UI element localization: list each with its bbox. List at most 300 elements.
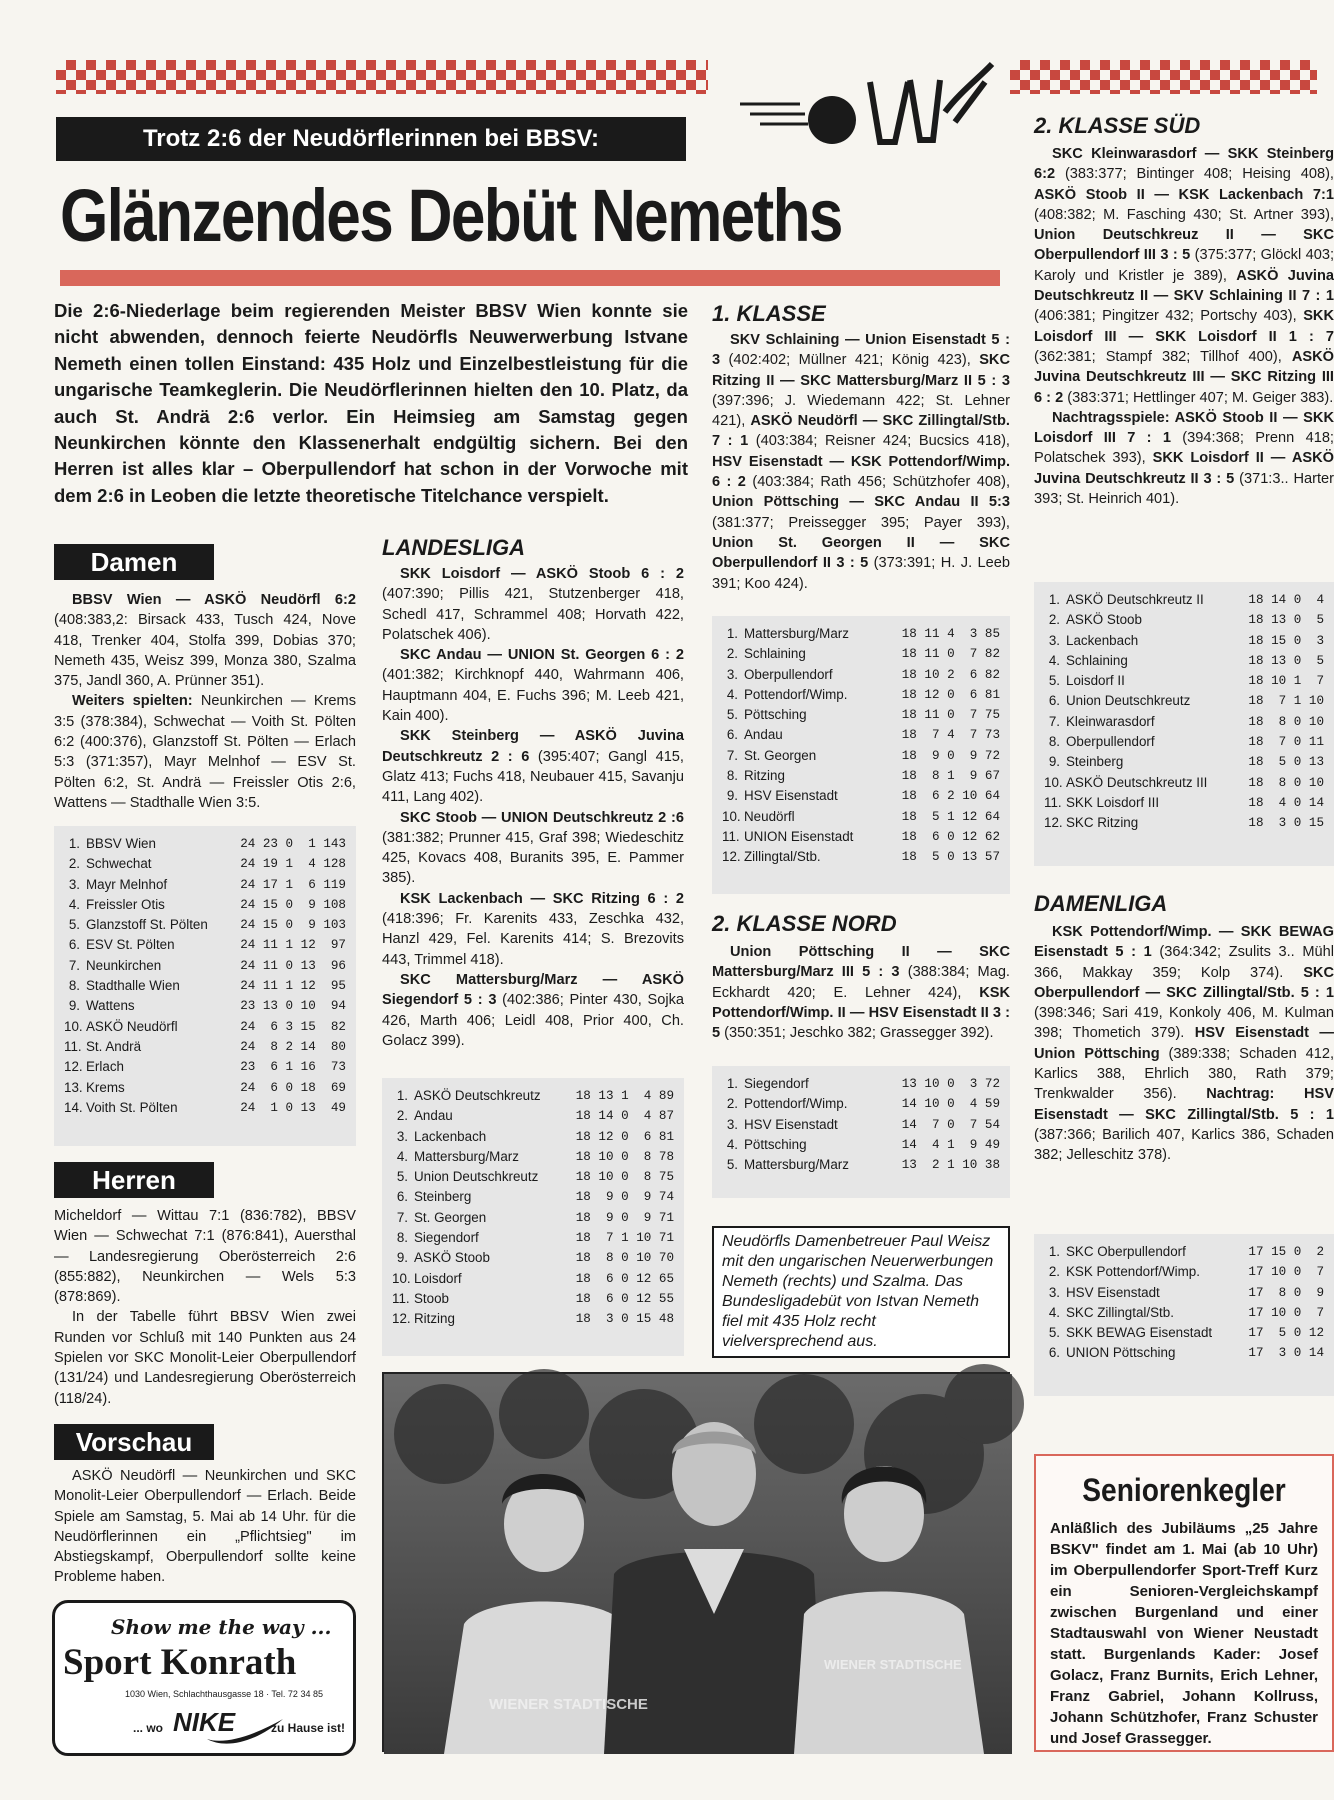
landesliga-match xyxy=(382,564,684,645)
team-stats: 18 6 0 12 65 xyxy=(575,1271,674,1286)
team-name: SKK BEWAG Eisenstadt xyxy=(1066,1325,1213,1341)
photo-caption: Neudörfls Damenbetreuer Paul Weisz mit den ungarischen Neuerwerbungen Nemeth (rechts) und Szalma. Das Bundesligadebüt von Istvan Nemeth fiel mit 435 Holz recht vielversprechend aus. xyxy=(712,1226,1010,1358)
team-stats: 24 19 1 4 128 xyxy=(240,857,346,872)
team-stats: 18 13 0 5 xyxy=(1248,653,1324,668)
ad-sport-konrath[interactable] xyxy=(52,1600,356,1756)
rank: 5. xyxy=(68,917,80,933)
damen-table-row xyxy=(64,1017,346,1037)
klasse2sued-table-row xyxy=(1044,773,1324,793)
team-name: UNION Eisenstadt xyxy=(744,828,854,844)
klasse1-table-row xyxy=(722,644,1000,664)
right-column-clip xyxy=(1034,0,1334,1800)
rank: 8. xyxy=(1048,734,1060,750)
damen-table-row xyxy=(64,1078,346,1098)
damen-table-row xyxy=(64,1057,346,1077)
klasse2sued-table-row xyxy=(1044,732,1324,752)
rank: 4. xyxy=(1048,1304,1060,1320)
team-name: HSV Eisenstadt xyxy=(744,1116,838,1132)
team-stats: 17 10 0 7 xyxy=(1248,1265,1324,1280)
rank: 1. xyxy=(396,1088,408,1103)
landesliga-table-row xyxy=(392,1147,674,1167)
team-stats: 18 7 4 7 73 xyxy=(901,728,1000,743)
damen-table-row xyxy=(64,1037,346,1057)
klasse1-title: 1. KLASSE xyxy=(712,301,826,326)
team-stats: 24 1 0 13 49 xyxy=(240,1100,346,1115)
team-stats: 17 3 0 14 xyxy=(1248,1346,1324,1361)
vorschau-text xyxy=(54,1466,356,1588)
team-stats: 18 9 0 9 72 xyxy=(901,748,1000,763)
rank: 3. xyxy=(726,666,738,682)
team-stats: 24 11 1 12 97 xyxy=(240,938,346,953)
landesliga-match xyxy=(382,726,684,807)
team-name: SKC Zillingtal/Stb. xyxy=(1066,1304,1174,1320)
rank: 11. xyxy=(392,1290,410,1306)
rank: 7. xyxy=(726,747,738,763)
klasse2sued-table-row xyxy=(1044,793,1324,813)
team-stats: 24 11 0 13 96 xyxy=(240,958,346,973)
team-stats: 18 14 0 4 xyxy=(1248,593,1324,607)
article-headline: Glänzendes Debüt Nemeths xyxy=(60,174,842,257)
rank: 6. xyxy=(396,1189,408,1205)
senioren-box xyxy=(1034,1454,1334,1752)
damenliga-table-row xyxy=(1044,1323,1324,1343)
match-detail: (402:386; Pinter 430, Sojka 426, Marth 406; Leidl 408, Prior 400, Ch. Golacz 399). xyxy=(382,992,684,1049)
landesliga-table-row xyxy=(392,1269,674,1289)
team-name: Mattersburg/Marz xyxy=(744,626,849,641)
team-stats: 18 8 0 10 xyxy=(1248,775,1324,790)
rank: 2. xyxy=(1048,1264,1060,1280)
landesliga-table xyxy=(382,1078,684,1356)
landesliga-table-row xyxy=(392,1228,674,1248)
rank: 3. xyxy=(726,1116,738,1132)
rank: 9. xyxy=(1048,754,1060,770)
rank: 7. xyxy=(1048,713,1060,729)
rank: 9. xyxy=(68,998,80,1014)
rank: 3. xyxy=(1048,632,1060,648)
klasse2nord-report xyxy=(712,942,1010,1043)
rank: 12. xyxy=(722,849,741,865)
team-name: Union Deutschkreutz xyxy=(1066,693,1191,709)
match-head: SKK Loisdorf — ASKÖ Stoob 6 : 2 xyxy=(400,566,684,582)
damen-table-row xyxy=(64,976,346,996)
team-name: Stoob xyxy=(414,1290,449,1306)
match-head: SKC Mattersburg/Marz — ASKÖ Siegendorf 5 : 3 xyxy=(382,971,684,1009)
herren-report xyxy=(54,1206,356,1409)
damen-table-row xyxy=(64,854,346,874)
team-name: Schwechat xyxy=(86,856,152,872)
rank: 6. xyxy=(1048,1345,1060,1361)
landesliga-match xyxy=(382,889,684,970)
team-stats: 18 7 1 10 71 xyxy=(575,1231,674,1246)
match-detail: (381:382; Prunner 415, Graf 398; Wiedeschitz 425, Kovacs 408, Buranits 395, E. Pammer 385). xyxy=(382,829,684,887)
rank: 5. xyxy=(1048,673,1060,689)
section-herren-title: Herren xyxy=(54,1162,214,1198)
ad-nike-logo: NIKE xyxy=(173,1707,236,1737)
klasse2sued-table-row xyxy=(1044,671,1324,691)
team-name: Voith St. Pölten xyxy=(86,1099,178,1115)
klasse2nord-paragraph: Union Pöttsching II — SKC Mattersburg/Marz III 5 : 3 (388:384; Mag. Eckhardt 420; E. Lehner 424), KSK Pottendorf/Wimp. II — HSV Eisenstadt II 3 : 5 (350:351; Jeschko 382; Grassegger 392). xyxy=(712,944,1010,1042)
team-stats: 18 10 2 6 82 xyxy=(901,667,1000,682)
landesliga-table-row xyxy=(392,1309,674,1329)
rank: 1. xyxy=(726,1076,738,1091)
damen-table-row xyxy=(64,996,346,1016)
klasse2nord-table-row xyxy=(722,1094,1000,1114)
team-stats: 13 2 1 10 38 xyxy=(901,1158,1000,1173)
ad-slogan: Show me the way ... xyxy=(111,1615,332,1639)
team-name: Loisdorf II xyxy=(1066,673,1125,689)
article-kicker: Trotz 2:6 der Neudörflerinnen bei BBSV: xyxy=(56,117,686,161)
team-name: Pöttsching xyxy=(744,707,807,723)
rank: 14. xyxy=(64,1099,83,1115)
klasse2sued-nachtrag: Nachtragsspiele: ASKÖ Stoob II — SKK Loisdorf III 7 : 1 (394:368; Prenn 418; Polatschek 393), SKK Loisdorf II — ASKÖ Juvina Deutschkreutz II 3 : 5 (371:3.. Harter 393; St. Heinrich 401). xyxy=(1034,409,1334,508)
team-stats: 18 4 0 14 xyxy=(1248,795,1324,810)
rank: 3. xyxy=(68,876,80,892)
landesliga-table-row xyxy=(392,1086,674,1106)
rank: 10. xyxy=(1044,774,1063,790)
klasse2sued-title: 2. KLASSE SÜD xyxy=(1034,113,1201,138)
team-name: Lackenbach xyxy=(414,1128,487,1144)
team-name: Schlaining xyxy=(744,646,806,662)
team-stats: 24 6 3 15 82 xyxy=(240,1019,346,1034)
team-name: BBSV Wien xyxy=(86,836,156,851)
rank: 11. xyxy=(722,828,740,844)
team-stats: 23 13 0 10 94 xyxy=(240,999,346,1014)
damen-table-row xyxy=(64,895,346,915)
team-name: ASKÖ Stoob xyxy=(1066,612,1142,628)
klasse1-table-row xyxy=(722,786,1000,806)
landesliga-table-row xyxy=(392,1289,674,1309)
team-name: St. Georgen xyxy=(414,1209,487,1225)
team-stats: 14 10 0 4 59 xyxy=(901,1097,1000,1112)
section-damen-title: Damen xyxy=(54,544,214,580)
rank: 2. xyxy=(726,646,738,662)
team-name: Mattersburg/Marz xyxy=(744,1157,849,1173)
klasse2sued-table-row xyxy=(1044,590,1324,610)
rank: 11. xyxy=(64,1038,82,1054)
team-stats: 18 8 0 10 70 xyxy=(575,1251,674,1266)
team-name: Pottendorf/Wimp. xyxy=(744,686,848,702)
klasse2sued-table-row xyxy=(1044,712,1324,732)
team-stats: 17 15 0 2 xyxy=(1248,1245,1324,1259)
team-name: Union Deutschkreutz xyxy=(414,1169,539,1185)
damen-report xyxy=(54,590,356,813)
team-name: Pottendorf/Wimp. xyxy=(744,1096,848,1112)
damen-table-row xyxy=(64,915,346,935)
team-name: Schlaining xyxy=(1066,652,1128,668)
rank: 9. xyxy=(726,788,738,804)
landesliga-report xyxy=(382,564,684,1051)
landesliga-table-row xyxy=(392,1187,674,1207)
klasse2sued-table-row xyxy=(1044,813,1324,833)
shirt-text-right: WIENER STADTISCHE xyxy=(824,1657,962,1672)
klasse2nord-table-row xyxy=(722,1074,1000,1094)
match-head: SKC Stoob — UNION Deutschkreutz 2 :6 xyxy=(400,809,684,826)
damenliga-table-row xyxy=(1044,1242,1324,1262)
team-name: Mattersburg/Marz xyxy=(414,1148,519,1164)
rank: 10. xyxy=(64,1018,83,1034)
klasse2sued-table-row xyxy=(1044,610,1324,630)
rank: 2. xyxy=(68,856,80,872)
match-head: SKK Steinberg — ASKÖ Juvina Deutschkreutz 2 : 6 xyxy=(382,728,684,765)
rank: 6. xyxy=(68,937,80,953)
damenliga-table-row xyxy=(1044,1343,1324,1363)
ad-wo: ... wo xyxy=(133,1721,163,1735)
damenliga-table xyxy=(1034,1234,1334,1396)
rank: 6. xyxy=(1048,693,1060,709)
landesliga-table-row xyxy=(392,1208,674,1228)
team-name: Oberpullendorf xyxy=(744,666,833,682)
team-name: SKK Loisdorf III xyxy=(1066,794,1160,810)
klasse1-table-row xyxy=(722,746,1000,766)
landesliga-table-row xyxy=(392,1106,674,1126)
team-name: St. Georgen xyxy=(744,747,817,763)
team-name: Ritzing xyxy=(744,768,785,784)
rank: 1. xyxy=(1048,592,1060,607)
team-name: SKC Ritzing xyxy=(1066,815,1139,831)
klasse2nord-table xyxy=(712,1066,1010,1198)
team-name: Krems xyxy=(86,1079,125,1095)
rank: 6. xyxy=(726,727,738,743)
klasse2sued-table-row xyxy=(1044,631,1324,651)
match-detail: (395:407; Gangl 415, Glatz 413; Fuchs 418, Neubauer 415, Savanju 411, Lang 402). xyxy=(382,748,684,806)
rank: 13. xyxy=(64,1079,83,1095)
damenliga-title: DAMENLIGA xyxy=(1034,891,1168,916)
klasse1-report xyxy=(712,330,1010,594)
damen-table xyxy=(54,826,356,1146)
rank: 12. xyxy=(64,1059,83,1075)
team-stats: 18 5 1 12 64 xyxy=(901,809,1000,824)
team-name: ESV St. Pölten xyxy=(86,937,175,953)
landesliga-table-row xyxy=(392,1248,674,1268)
klasse2nord-table-row xyxy=(722,1115,1000,1135)
rank: 12. xyxy=(392,1311,411,1327)
team-name: Lackenbach xyxy=(1066,632,1139,648)
team-name: Ritzing xyxy=(414,1311,455,1327)
klasse1-table xyxy=(712,616,1010,894)
damenliga-table-row xyxy=(1044,1262,1324,1282)
team-name: ASKÖ Deutschkreutz xyxy=(414,1088,541,1103)
team-name: Loisdorf xyxy=(414,1270,462,1286)
team-stats: 18 10 1 7 xyxy=(1248,674,1324,689)
team-name: ASKÖ Deutschkreutz II xyxy=(1066,592,1204,607)
team-name: Oberpullendorf xyxy=(1066,734,1155,750)
team-name: SKC Oberpullendorf xyxy=(1066,1244,1186,1259)
damen-table-row xyxy=(64,834,346,854)
team-stats: 18 9 0 9 71 xyxy=(575,1210,674,1225)
match-detail: (407:390; Pillis 421, Stutzenberger 418, Schedl 417, Schrammel 408; Horvath 422, Polatschek 406). xyxy=(382,586,684,643)
damen-table-row xyxy=(64,935,346,955)
rank: 9. xyxy=(396,1250,408,1266)
team-name: Glanzstoff St. Pölten xyxy=(86,917,208,933)
team-stats: 14 4 1 9 49 xyxy=(901,1137,1000,1152)
team-name: Zillingtal/Stb. xyxy=(744,849,821,865)
vorschau-paragraph: ASKÖ Neudörfl — Neunkirchen und SKC Monolit-Leier Oberpullendorf — Erlach. Beide Spiele am Samstag, 5. Mai ab 14 Uhr. für die Neudörflerinnen ein „Pflichtsieg" im Abstiegskampf, Oberpullendorf sollte keine Probleme haben. xyxy=(54,1468,356,1586)
team-stats: 18 10 0 8 78 xyxy=(575,1149,674,1164)
senioren-title: Seniorenkegler xyxy=(1082,1472,1286,1508)
team-name: UNION Pöttsching xyxy=(1066,1345,1176,1361)
match-head: SKC Andau — UNION St. Georgen 6 : 2 xyxy=(400,647,684,664)
team-stats: 24 23 0 1 143 xyxy=(240,837,346,851)
team-name: Steinberg xyxy=(414,1189,472,1205)
team-name: ASKÖ Stoob xyxy=(414,1250,490,1266)
damen-table-row xyxy=(64,1098,346,1118)
damen-match: BBSV Wien — ASKÖ Neudörfl 6:2 xyxy=(72,592,356,608)
ad-zuhause: zu Hause ist! xyxy=(271,1721,346,1735)
rank: 8. xyxy=(68,978,80,994)
rank: 7. xyxy=(396,1209,408,1225)
team-stats: 24 6 0 18 69 xyxy=(240,1080,346,1095)
team-stats: 18 11 4 3 85 xyxy=(901,627,1000,641)
rank: 1. xyxy=(1048,1244,1060,1259)
rank: 8. xyxy=(396,1230,408,1246)
landesliga-match xyxy=(382,645,684,726)
rank: 10. xyxy=(722,808,741,824)
match-detail: (418:396; Fr. Karenits 433, Zeschka 432, Hanzl 429, Fel. Karenits 414; S. Brezovits 443, Trimmel 418). xyxy=(382,911,684,968)
rank: 3. xyxy=(1048,1284,1060,1300)
team-stats: 18 3 0 15 48 xyxy=(575,1312,674,1327)
shirt-text-left: WIENER STADTISCHE xyxy=(489,1696,648,1713)
team-stats: 24 15 0 9 103 xyxy=(240,918,346,933)
team-name: KSK Pottendorf/Wimp. xyxy=(1066,1264,1200,1280)
landesliga-match xyxy=(382,808,684,889)
rank: 3. xyxy=(396,1128,408,1144)
team-stats: 18 13 1 4 89 xyxy=(575,1089,674,1103)
rank: 2. xyxy=(396,1108,408,1124)
team-name: ASKÖ Neudörfl xyxy=(86,1018,178,1034)
article-lead: Die 2:6-Niederlage beim regierenden Meister BBSV Wien konnte sie nicht abwenden, dennoch feierte Neudörfls Neuwerwerbung Istvane Nemeth einen tollen Einstand: 435 Holz und Einzelbestleistung für die ungarische Teamkeglerin. Die Neudörflerinnen hielten den 10. Platz, da auch St. Andrä 2:6 verlor. Ein Heimsieg am Samstag gegen Neunkirchen könnte den Klassenerhalt endgültig sichern. Bei den Herren ist alles klar – Oberpullendorf hat schon in der Vorwoche mit dem 2:6 in Leoben die letzte theoretische Titelchance verspielt. xyxy=(54,300,688,506)
team-stats: 18 6 2 10 64 xyxy=(901,789,1000,804)
team-stats: 18 11 0 7 82 xyxy=(901,647,1000,662)
team-name: ASKÖ Deutschkreutz III xyxy=(1066,774,1208,790)
team-stats: 18 13 0 5 xyxy=(1248,613,1324,628)
damen-match-detail: (408:383,2: Birsack 433, Tusch 424, Nove 418, Trenker 404, Stolfa 399, Dobias 370; Nemeth 435, Weisz 399, Monza 380, Szalma 375, Jandl 360, A. Prünner 351). xyxy=(54,612,356,690)
klasse1-table-row xyxy=(722,847,1000,867)
team-stats: 24 17 1 6 119 xyxy=(240,877,346,892)
team-name: HSV Eisenstadt xyxy=(1066,1284,1160,1300)
rank: 2. xyxy=(726,1096,738,1112)
rank: 11. xyxy=(1044,794,1062,810)
klasse1-table-row xyxy=(722,766,1000,786)
photo-illustration xyxy=(384,1374,1012,1754)
team-name: Mayr Melnhof xyxy=(86,876,168,892)
team-stats: 17 5 0 12 xyxy=(1248,1326,1324,1341)
team-stats: 18 6 0 12 62 xyxy=(901,829,1000,844)
klasse1-table-row xyxy=(722,827,1000,847)
rank: 8. xyxy=(726,768,738,784)
rank: 4. xyxy=(396,1148,408,1164)
team-name: Neudörfl xyxy=(744,808,795,824)
team-photo xyxy=(382,1372,1010,1752)
team-name: Siegendorf xyxy=(414,1230,479,1246)
team-name: HSV Eisenstadt xyxy=(744,788,838,804)
ad-address: 1030 Wien, Schlachthausgasse 18 · Tel. 72 34 85 xyxy=(125,1689,323,1699)
team-name: Steinberg xyxy=(1066,754,1124,770)
klasse1-table-row xyxy=(722,725,1000,745)
checker-band-left xyxy=(56,60,708,94)
team-stats: 23 6 1 16 73 xyxy=(240,1060,346,1075)
herren-results: Micheldorf — Wittau 7:1 (836:782), BBSV Wien — Schwechat 7:1 (876:841), Auersthal — Landesregierung Oberösterreich 2:6 (855:882), Neunkirchen — Wels 5:3 (878:869). xyxy=(54,1208,356,1306)
team-name: Erlach xyxy=(86,1059,124,1075)
klasse2nord-title: 2. KLASSE NORD xyxy=(712,911,897,936)
team-stats: 18 12 0 6 81 xyxy=(575,1129,674,1144)
klasse2sued-table-row xyxy=(1044,752,1324,772)
headline-underline xyxy=(60,270,1000,286)
team-stats: 24 15 0 9 108 xyxy=(240,897,346,912)
damenliga-report xyxy=(1034,922,1334,1166)
team-stats: 13 10 0 3 72 xyxy=(901,1077,1000,1091)
rank: 4. xyxy=(726,686,738,702)
klasse1-table-row xyxy=(722,807,1000,827)
team-stats: 18 3 0 15 xyxy=(1248,816,1324,831)
damen-table-row xyxy=(64,875,346,895)
team-stats: 18 11 0 7 75 xyxy=(901,708,1000,723)
rank: 12. xyxy=(1044,815,1063,831)
landesliga-table-row xyxy=(392,1127,674,1147)
klasse2sued-table xyxy=(1034,582,1334,866)
team-stats: 18 5 0 13 xyxy=(1248,755,1324,770)
section-vorschau-title: Vorschau xyxy=(54,1424,214,1460)
team-stats: 17 8 0 9 xyxy=(1248,1285,1324,1300)
rank: 4. xyxy=(68,896,80,912)
team-stats: 18 8 0 10 xyxy=(1248,714,1324,729)
team-name: Neunkirchen xyxy=(86,957,162,973)
damen-weitere: Neunkirchen — Krems 3:5 (378:384), Schwechat — Voith St. Pölten 6:2 (400:376), Glanzstoff St. Pölten — Erlach 5:3 (371:357), Mayr Melnhof — ESV St. Pölten 6:2, St. Andrä — Freissler Otis 2:6, Wattens — Stadthalle Wien 3:5. xyxy=(54,693,356,811)
team-stats: 14 7 0 7 54 xyxy=(901,1117,1000,1132)
team-name: Andau xyxy=(744,727,783,743)
team-stats: 18 9 0 9 74 xyxy=(575,1190,674,1205)
ad-brand: Sport Konrath xyxy=(63,1642,297,1683)
rank: 5. xyxy=(726,707,738,723)
klasse2sued-table-row xyxy=(1044,651,1324,671)
rank: 10. xyxy=(392,1270,411,1286)
rank: 4. xyxy=(726,1136,738,1152)
klasse1-paragraph: SKV Schlaining — Union Eisenstadt 5 : 3 (402:402; Müllner 421; König 423), SKC Ritzing II — SKC Mattersburg/Marz II 5 : 3 (397:396; J. Wiedemann 422; St. Lehner 421), ASKÖ Neudörfl — SKC Zillingtal/Stb. 7 : 1 (403:384; Reisner 424; Bucsics 418), HSV Eisenstadt — KSK Pottendorf/Wimp. 6 : 2 (403:384; Rath 456; Schützhofer 408), Union Pöttsching — SKC Andau II 5:3 (381:377; Preissegger 395; Payer 393), Union St. Georgen II — SKC Oberpullendorf II 3 : 5 (373:391; H. J. Leeb 391; Koo 424). xyxy=(712,332,1011,592)
team-stats: 17 10 0 7 xyxy=(1248,1305,1324,1320)
senioren-text: Anläßlich des Jubiläums „25 Jahre BSKV" findet am 1. Mai (ab 10 Uhr) im Oberpullendorfer Sport-Treff Kurz ein Senioren-Vergleichskampf zwischen Burgenland und einer Stadtauswahl von Wiener Neustadt statt. Burgenlands Kader: Josef Golacz, Franz Burnits, Erich Lehner, Franz Gabriel, Johann Kollruss, Johann Schützhofer, Franz Schuster und Josef Grassegger. xyxy=(1050,1520,1318,1747)
team-name: Wattens xyxy=(86,998,135,1014)
team-stats: 18 7 0 11 xyxy=(1248,735,1324,750)
rank: 1. xyxy=(726,626,738,641)
team-name: Pöttsching xyxy=(744,1136,807,1152)
team-stats: 18 12 0 6 81 xyxy=(901,687,1000,702)
klasse2sued-table-row xyxy=(1044,691,1324,711)
klasse2sued-report xyxy=(1034,144,1334,509)
rank: 2. xyxy=(1048,612,1060,628)
rank: 5. xyxy=(726,1157,738,1173)
klasse1-table-row xyxy=(722,685,1000,705)
team-stats: 24 8 2 14 80 xyxy=(240,1039,346,1054)
klasse2nord-table-row xyxy=(722,1135,1000,1155)
klasse2sued-paragraph: SKC Kleinwarasdorf — SKK Steinberg 6:2 (383:377; Bintinger 408; Heising 408), ASKÖ Stoob II — KSK Lackenbach 7:1 (408:382; M. Fasching 430; St. Artner 393), Union Deutschkreuz II — SKC Oberpullendorf III 3 : 5 (375:377; Glöckl 403; Karoly und Kristler je 389), ASKÖ Juvina Deutschkreutz II — SKV Schlaining II 7 : 1 (406:381; Pingitzer 432; Portschy 403), SKK Loisdorf III — SKK Loisdorf II 1 : 7 (362:381; Stampf 382; Tillhof 400), ASKÖ Juvina Deutschkreutz III — SKC Ritzing III 6 : 2 (383:371; Hettlinger 407; M. Geiger 383). xyxy=(1034,146,1334,406)
herren-standing: In der Tabelle führt BBSV Wien zwei Runden vor Schluß mit 140 Punkten aus 24 Spielen vor SKC Monolit-Leier Oberpullendorf (131/24) und Landesregierung Oberösterreich (118/24). xyxy=(54,1309,356,1407)
team-stats: 18 6 0 12 55 xyxy=(575,1291,674,1306)
bowling-logo-icon xyxy=(730,52,1000,152)
team-name: Freissler Otis xyxy=(86,896,165,912)
damenliga-table-row xyxy=(1044,1303,1324,1323)
rank: 5. xyxy=(396,1169,408,1185)
team-stats: 18 15 0 3 xyxy=(1248,633,1324,648)
klasse1-table-row xyxy=(722,705,1000,725)
landesliga-table-row xyxy=(392,1167,674,1187)
rank: 4. xyxy=(1048,652,1060,668)
landesliga-match xyxy=(382,970,684,1051)
match-detail: (401:382; Kirchknopf 440, Wahrmann 406, Hauptmann 404, E. Fuchs 396; M. Leeb 421, Kain 400). xyxy=(382,667,684,725)
damenliga-table-row xyxy=(1044,1283,1324,1303)
damenliga-paragraph: KSK Pottendorf/Wimp. — SKK BEWAG Eisenstadt 5 : 1 (364:342; Zsulits 3.. Mühl 366, Makkay 359; Kolp 374). SKC Oberpullendorf — SKC Zillingtal/Stb. 5 : 1 (398:346; Sari 419, Konkoly 406, M. Kulman 398; Thometich 379). HSV Eisenstadt — Union Pöttsching (389:338; Schaden 412, Karlics 388, Ehrlich 380, Rath 379; Trenkwalder 356). Nachtrag: HSV Eisenstadt — SKC Zillingtal/Stb. 5 : 1 (387:366; Barilich 407, Karlics 386, Schaden 382; Jelleschitz 378). xyxy=(1034,924,1334,1164)
team-stats: 18 5 0 13 57 xyxy=(901,850,1000,865)
team-name: Kleinwarasdorf xyxy=(1066,713,1155,729)
damen-weitere-label: Weiters spielten: xyxy=(72,693,193,710)
